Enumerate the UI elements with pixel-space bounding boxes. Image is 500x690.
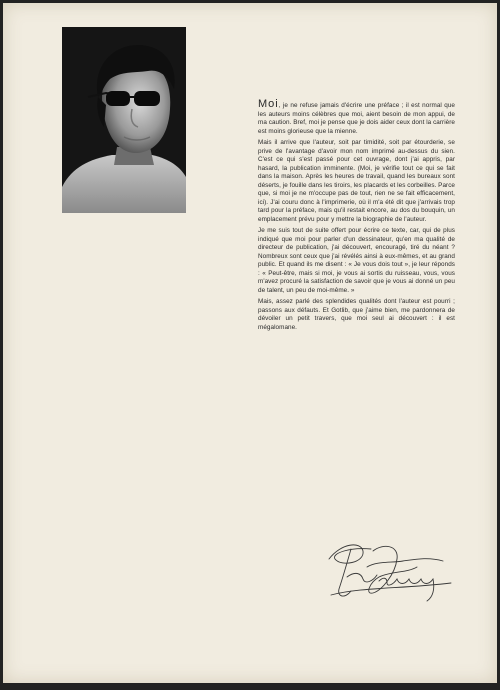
author-portrait-photo bbox=[62, 27, 186, 213]
preface-paragraph-3: Je me suis tout de suite offert pour écrire ce texte, car, qui de plus indiqué que moi pour parler d'un dessinateur, qu'en ma qualité de directeur de publication, j'ai découvert, encouragé, tiré du néant ? Nombreux sont ceux que j'ai révélés ainsi à eux-mêmes, et au grand public. Et quand ils me disent : « Je vous dois tout », je leur réponds : « Peut-être, mais si moi, je vous ai sortis du ruisseau, vous, vous m'avez procuré la satisfaction de savoir que je vous ai donné un peu de talent, un peu de moi-même. » bbox=[258, 227, 455, 294]
preface-text-block bbox=[258, 100, 455, 335]
preface-paragraph-2: Mais il arrive que l'auteur, soit par timidité, soit par étourderie, se prive de l'avantage d'avoir mon nom imprimé au-dessus du sien. C'est ce qui s'est passé pour cet ouvrage, dont j'ai appris, par hasard, la publication imminente. (Moi, je vérifie tout ce qui se fait dans la maison. Après les heures de travail, quand les bureaux sont déserts, je fouille dans les tiroirs, les placards et les corbeilles. Parce que, si moi je ne m'occupe pas de tout, rien ne se fait efficacement, ici). J'ai couru donc à l'imprimerie, où il m'a été dit que j'arrivais trop tard pour la préface, mais qu'il restait encore, au dos du bouquin, un emplacement prévu pour y mettre la biographie de l'auteur. bbox=[258, 139, 455, 223]
back-cover-page bbox=[3, 3, 497, 683]
preface-paragraph-1 bbox=[258, 100, 455, 136]
handwritten-signature bbox=[321, 537, 461, 607]
preface-paragraph-4: Mais, assez parlé des splendides qualités dont l'auteur est pourri ; passons aux défauts. Et Gotlib, que j'aime bien, me pardonnera de dévoiler un petit travers, que moi seul ai découvert : il est mégalomane. bbox=[258, 298, 455, 331]
preface-paragraph-1-text: , je ne refuse jamais d'écrire une préface ; il est normal que les auteurs moins célèbres que moi, aient besoin de mon appui, de ma caution. Bref, moi je pense que je dois aider ceux dont la carrière est moins glorieuse que la mienne. bbox=[258, 102, 455, 135]
preface-dropcap: Moi bbox=[258, 98, 279, 110]
